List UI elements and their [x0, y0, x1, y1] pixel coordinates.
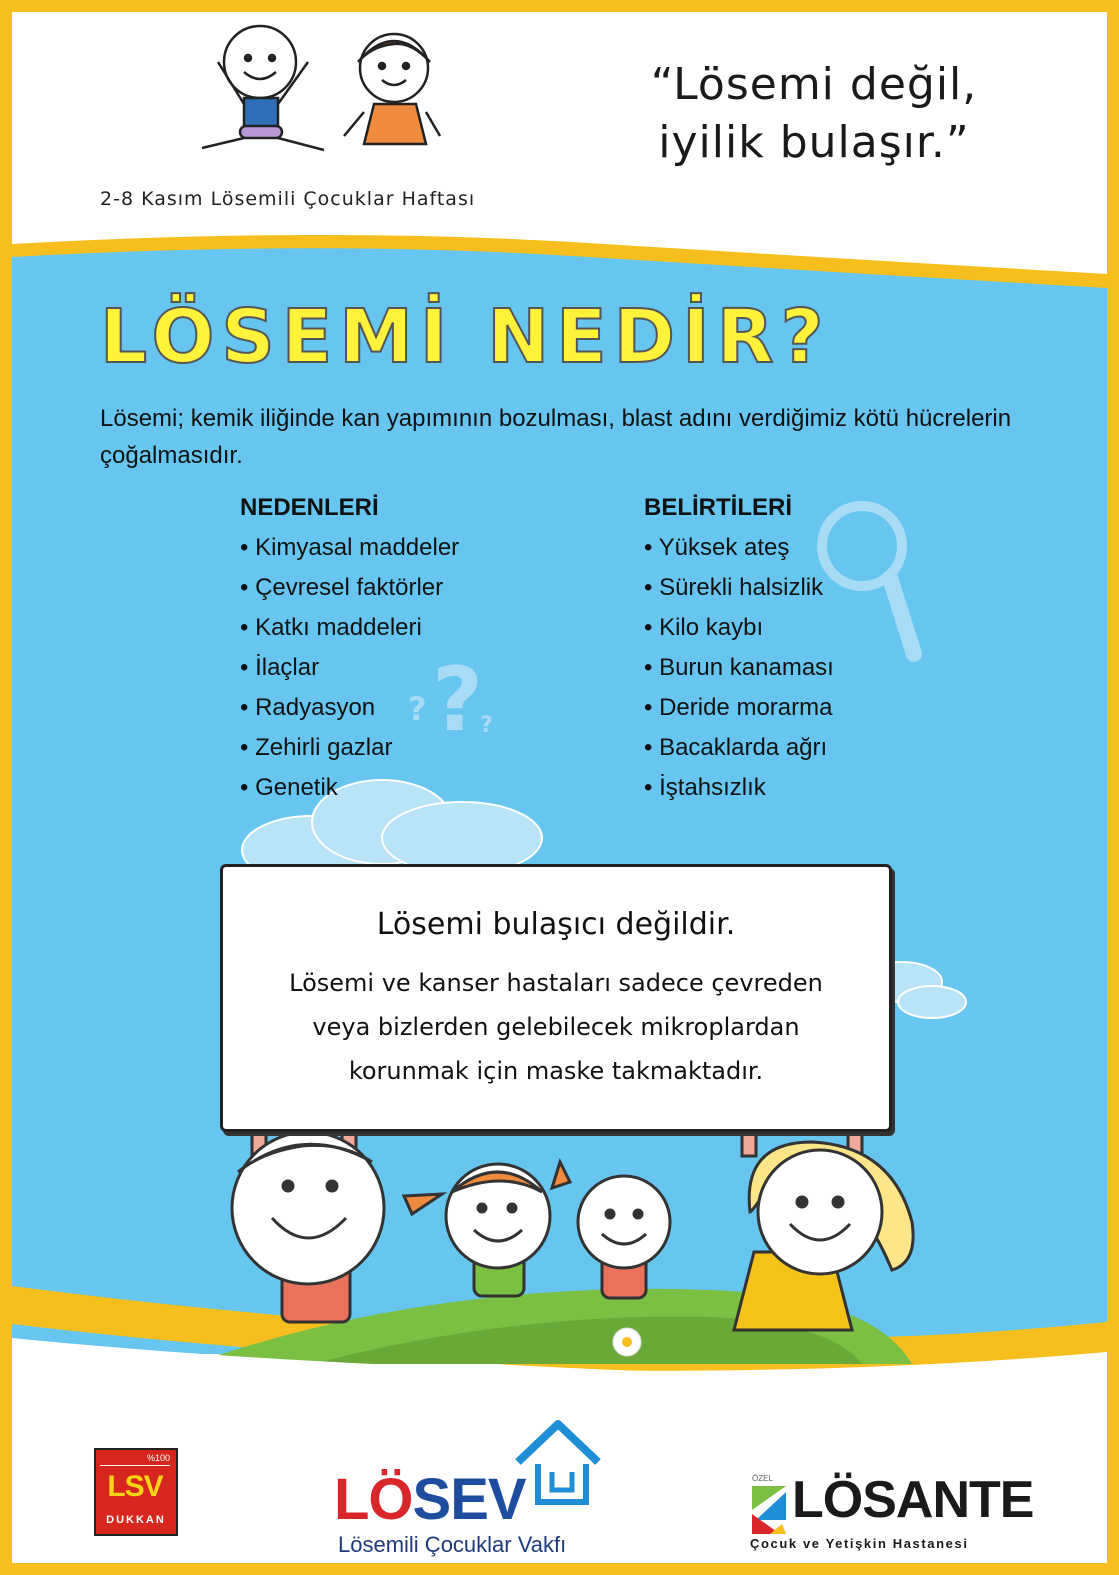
losante-mark-icon	[752, 1486, 786, 1534]
header-kids-illustration	[202, 26, 440, 150]
slogan-line-2: iyilik bulaşır.”	[658, 117, 970, 168]
notice-body	[233, 961, 879, 1093]
list-item: • Kilo kaybı	[644, 608, 834, 648]
slogan-line-1: “Lösemi değil,	[650, 59, 978, 110]
list-item: • Çevresel faktörler	[240, 568, 459, 608]
slogan	[624, 56, 1004, 172]
causes-section	[240, 494, 459, 808]
list-item: • Burun kanaması	[644, 648, 834, 688]
poster-inner	[12, 12, 1107, 1563]
list-item: • Deride morarma	[644, 688, 834, 728]
symptoms-section	[644, 494, 834, 808]
notice-line: Lösemi ve kanser hastaları sadece çevreden	[289, 969, 823, 997]
losante-tag: ÖZEL	[752, 1474, 773, 1483]
lsv-dukkan-logo	[94, 1448, 178, 1536]
notice-title: Lösemi bulaşıcı değildir.	[376, 907, 736, 942]
lsv-logo-bottom: DUKKAN	[106, 1514, 166, 1526]
definition-text: Lösemi; kemik iliğinde kan yapımının bozulması, blast adını verdiğimiz kötü hücrelerin çoğalmasıdır.	[100, 405, 1012, 469]
lsv-logo-top: %100	[100, 1453, 170, 1466]
flower-icon	[613, 1328, 641, 1356]
awareness-week-label: 2-8 Kasım Lösemili Çocuklar Haftası	[100, 188, 476, 210]
list-item: • İlaçlar	[240, 648, 459, 688]
house-icon	[508, 1414, 608, 1514]
notice-signboard	[220, 864, 892, 1132]
list-item: • Yüksek ateş	[644, 528, 834, 568]
list-item: • Kimyasal maddeler	[240, 528, 459, 568]
list-item: • Katkı maddeleri	[240, 608, 459, 648]
page-title: LÖSEMİ NEDİR?	[100, 294, 831, 380]
list-item: • Radyasyon	[240, 688, 459, 728]
losev-subtitle: Lösemili Çocuklar Vakfı	[338, 1532, 567, 1557]
losev-logo-part: SEV	[412, 1467, 526, 1532]
causes-list	[240, 528, 459, 808]
svg-text:?: ?	[408, 690, 427, 728]
svg-text:?: ?	[480, 713, 493, 738]
losev-logo-part: LÖ	[334, 1467, 413, 1532]
symptoms-list	[644, 528, 834, 808]
causes-heading: NEDENLERİ	[240, 494, 379, 521]
losante-subtitle: Çocuk ve Yetişkin Hastanesi	[750, 1536, 969, 1551]
list-item: • Bacaklarda ağrı	[644, 728, 834, 768]
notice-line: veya bizlerden gelebilecek mikroplardan	[312, 1013, 800, 1041]
notice-line: korunmak için maske takmaktadır.	[348, 1057, 764, 1085]
sky-background	[12, 12, 1107, 1563]
list-item: • Zehirli gazlar	[240, 728, 459, 768]
list-item: • Genetik	[240, 768, 459, 808]
svg-text:?: ?	[432, 648, 484, 751]
losante-logo: LÖSANTE	[792, 1471, 1034, 1529]
symptoms-heading: BELİRTİLERİ	[644, 494, 792, 521]
losev-logo	[334, 1466, 526, 1533]
list-item: • Sürekli halsizlik	[644, 568, 834, 608]
list-item: • İştahsızlık	[644, 768, 834, 808]
lsv-logo-main: LSV	[107, 1470, 163, 1503]
